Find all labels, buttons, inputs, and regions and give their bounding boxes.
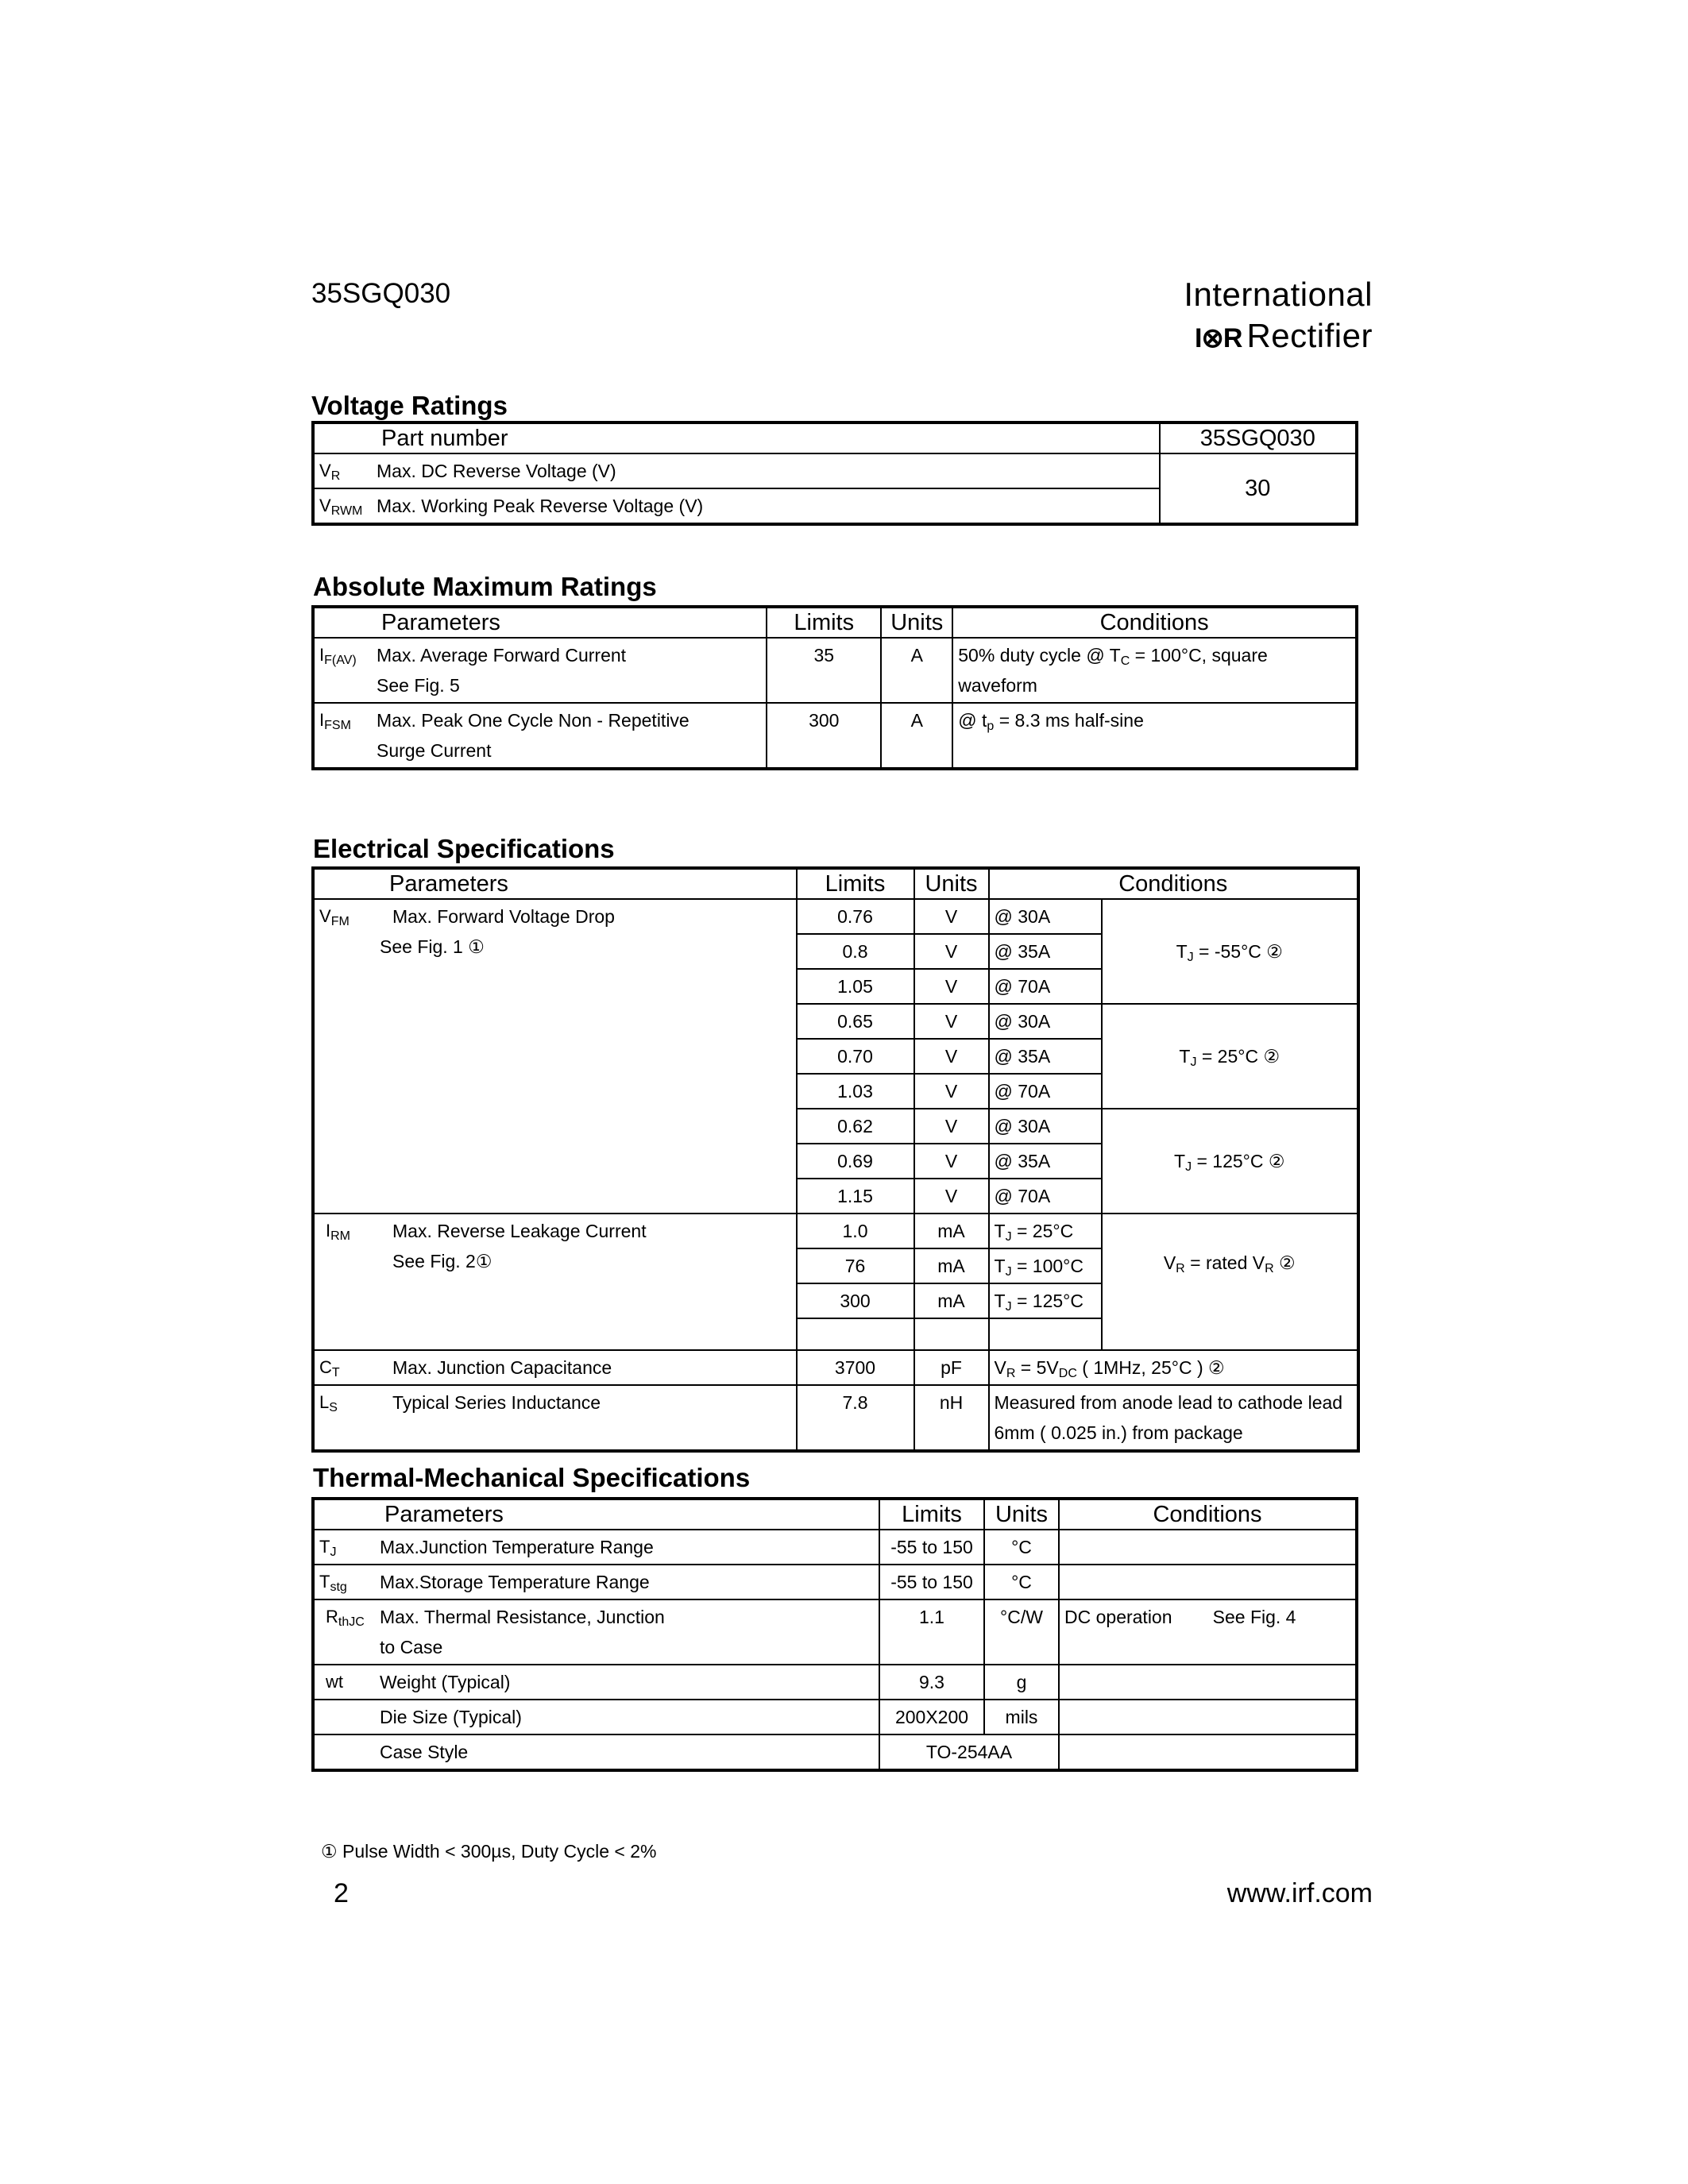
- irm-spacer: [989, 1318, 1102, 1350]
- footnote: ① Pulse Width < 300µs, Duty Cycle < 2%: [321, 1841, 657, 1862]
- tstg-value: -55 to 150: [879, 1565, 984, 1599]
- sym-case: [313, 1734, 375, 1770]
- col-parameters: Parameters: [313, 607, 767, 638]
- tstg-cond: [1059, 1565, 1357, 1599]
- voltage-ratings-title: Voltage Ratings: [311, 391, 508, 420]
- therm-col-units: Units: [984, 1499, 1059, 1530]
- ct-unit: pF: [914, 1350, 989, 1385]
- die-cond: [1059, 1700, 1357, 1734]
- vfm-cond: @ 35A: [989, 1144, 1102, 1179]
- irm-unit: mA: [914, 1283, 989, 1318]
- rthjc-value: 1.1: [879, 1599, 984, 1665]
- sym-tstg: $T_{stg}$: [313, 1565, 375, 1599]
- vfm-value: 0.76: [797, 899, 914, 934]
- col-part-value: 35SGQ030: [1160, 423, 1357, 453]
- ls-value: 7.8: [797, 1385, 914, 1451]
- desc-die: Die Size (Typical): [375, 1700, 879, 1734]
- abs-max-title: Absolute Maximum Ratings: [313, 572, 657, 601]
- vfm-cond: @ 30A: [989, 1109, 1102, 1144]
- tstg-unit: °C: [984, 1565, 1059, 1599]
- vfm-value: 0.69: [797, 1144, 914, 1179]
- irm-value: 1.0: [797, 1214, 914, 1248]
- cond-ifsm: @ $t_p = 8.3$ ms half-sine: [952, 703, 1357, 769]
- desc-wt: Weight (Typical): [375, 1665, 879, 1700]
- irm-vr-cond: $V_R$ = rated $V_R$ ②: [1102, 1214, 1358, 1350]
- sym-ifav: $I_{F(AV)}$: [313, 638, 372, 703]
- desc-ls: Typical Series Inductance: [375, 1385, 797, 1451]
- website-url: www.irf.com: [1226, 1878, 1373, 1908]
- logo-rectifier: Rectifier: [1246, 317, 1373, 354]
- irm-unit: mA: [914, 1214, 989, 1248]
- vfm-unit: V: [914, 934, 989, 969]
- ct-value: 3700: [797, 1350, 914, 1385]
- ls-cond: Measured from anode lead to cathode lead 6mm ( 0.025 in.) from package: [989, 1385, 1358, 1451]
- vfm-cond: @ 70A: [989, 1179, 1102, 1214]
- vfm-value: 0.65: [797, 1004, 914, 1039]
- desc-vr: Max. DC Reverse Voltage (V): [372, 453, 1160, 488]
- voltage-value: 30: [1160, 453, 1357, 524]
- company-logo: [1184, 274, 1373, 359]
- vfm-value: 1.03: [797, 1074, 914, 1109]
- ls-unit: nH: [914, 1385, 989, 1451]
- col-part-number: Part number: [313, 423, 1160, 453]
- vfm-value: 0.70: [797, 1039, 914, 1074]
- sym-tj: $T_J$: [313, 1530, 375, 1565]
- irm-cond: $T_J = 100^\circ C$: [989, 1248, 1102, 1283]
- desc-case: Case Style: [375, 1734, 879, 1770]
- irm-spacer: [797, 1318, 914, 1350]
- case-cond: [1059, 1734, 1357, 1770]
- col-conditions: Conditions: [952, 607, 1357, 638]
- col-limits: Limits: [767, 607, 881, 638]
- desc-irm: Max. Reverse Leakage Current See Fig. 2①: [375, 1214, 797, 1350]
- elec-col-conditions: Conditions: [989, 868, 1358, 899]
- logo-international: International: [1184, 276, 1373, 313]
- vfm-cond: @ 30A: [989, 899, 1102, 934]
- vfm-unit: V: [914, 1039, 989, 1074]
- therm-col-parameters: Parameters: [313, 1499, 879, 1530]
- sym-rthjc: $R_{thJC}$: [313, 1599, 375, 1665]
- therm-col-limits: Limits: [879, 1499, 984, 1530]
- sym-ifsm: $I_{FSM}$: [313, 703, 372, 769]
- irm-spacer: [914, 1318, 989, 1350]
- vfm-cond: @ 70A: [989, 969, 1102, 1004]
- page-number: 2: [334, 1878, 349, 1908]
- sym-vr: $V_R$: [313, 453, 372, 488]
- sym-vrwm: $V_{RWM}$: [313, 488, 372, 524]
- desc-ifav: Max. Average Forward Current See Fig. 5: [372, 638, 767, 703]
- desc-rthjc: Max. Thermal Resistance, Junction to Case: [375, 1599, 879, 1665]
- sym-irm: $I_{RM}$: [313, 1214, 375, 1350]
- wt-value: 9.3: [879, 1665, 984, 1700]
- electrical-table: [311, 866, 1360, 1453]
- desc-vfm: Max. Forward Voltage Drop See Fig. 1 ①: [375, 899, 797, 1214]
- sym-die: [313, 1700, 375, 1734]
- irm-value: 300: [797, 1283, 914, 1318]
- tj-cond: [1059, 1530, 1357, 1565]
- rthjc-cond: DC operation See Fig. 4: [1059, 1599, 1357, 1665]
- sym-vfm: $V_{FM}$: [313, 899, 375, 1214]
- vfm-unit: V: [914, 1074, 989, 1109]
- vfm-value: 1.15: [797, 1179, 914, 1214]
- desc-ifsm: Max. Peak One Cycle Non - Repetitive Surge Current: [372, 703, 767, 769]
- vfm-unit: V: [914, 1004, 989, 1039]
- abs-max-table: [311, 605, 1358, 770]
- sym-ct: $C_T$: [313, 1350, 375, 1385]
- vfm-value: 0.8: [797, 934, 914, 969]
- irm-cond: $T_J = 25^\circ C$: [989, 1214, 1102, 1248]
- rthjc-unit: °C/W: [984, 1599, 1059, 1665]
- tj-unit: °C: [984, 1530, 1059, 1565]
- tj-value: -55 to 150: [879, 1530, 984, 1565]
- vfm-cond: @ 70A: [989, 1074, 1102, 1109]
- vfm-unit: V: [914, 1144, 989, 1179]
- vfm-cond: @ 30A: [989, 1004, 1102, 1039]
- ct-cond: $V_R = 5V_{DC}$ ( 1MHz, 25°C ) ②: [989, 1350, 1358, 1385]
- desc-vrwm: Max. Working Peak Reverse Voltage (V): [372, 488, 1160, 524]
- cond-ifav: 50% duty cycle @ $T_C = 100^\circ C$, square waveform: [952, 638, 1357, 703]
- irm-cond: $T_J = 125^\circ C$: [989, 1283, 1102, 1318]
- wt-unit: g: [984, 1665, 1059, 1700]
- thermal-title: Thermal-Mechanical Specifications: [313, 1463, 751, 1492]
- vfm-cond: @ 35A: [989, 934, 1102, 969]
- vfm-unit: V: [914, 969, 989, 1004]
- part-number-header: 35SGQ030: [311, 278, 451, 309]
- wt-cond: [1059, 1665, 1357, 1700]
- limit-ifav: 35: [767, 638, 881, 703]
- vfm-tj-cond: $T_J = 125^\circ C$ ②: [1102, 1109, 1358, 1214]
- vfm-tj-cond: $T_J = 25^\circ C$ ②: [1102, 1004, 1358, 1109]
- vfm-unit: V: [914, 899, 989, 934]
- vfm-tj-cond: $T_J = -55^\circ C$ ②: [1102, 899, 1358, 1004]
- therm-col-conditions: Conditions: [1059, 1499, 1357, 1530]
- desc-tstg: Max.Storage Temperature Range: [375, 1565, 879, 1599]
- unit-ifav: A: [881, 638, 952, 703]
- vfm-value: 1.05: [797, 969, 914, 1004]
- elec-col-limits: Limits: [797, 868, 914, 899]
- sym-ls: $L_S$: [313, 1385, 375, 1451]
- vfm-value: 0.62: [797, 1109, 914, 1144]
- col-units: Units: [881, 607, 952, 638]
- vfm-cond: @ 35A: [989, 1039, 1102, 1074]
- irm-value: 76: [797, 1248, 914, 1283]
- die-unit: mils: [984, 1700, 1059, 1734]
- elec-col-units: Units: [914, 868, 989, 899]
- vfm-unit: V: [914, 1179, 989, 1214]
- sym-wt: wt: [313, 1665, 375, 1700]
- thermal-table: [311, 1497, 1358, 1772]
- logo-ior-mark: I⊗R: [1194, 323, 1242, 353]
- unit-ifsm: A: [881, 703, 952, 769]
- limit-ifsm: 300: [767, 703, 881, 769]
- case-value: TO-254AA: [879, 1734, 1059, 1770]
- voltage-ratings-table: [311, 421, 1358, 526]
- electrical-title: Electrical Specifications: [313, 834, 615, 863]
- desc-tj: Max.Junction Temperature Range: [375, 1530, 879, 1565]
- vfm-unit: V: [914, 1109, 989, 1144]
- irm-unit: mA: [914, 1248, 989, 1283]
- desc-ct: Max. Junction Capacitance: [375, 1350, 797, 1385]
- elec-col-parameters: Parameters: [313, 868, 797, 899]
- die-value: 200X200: [879, 1700, 984, 1734]
